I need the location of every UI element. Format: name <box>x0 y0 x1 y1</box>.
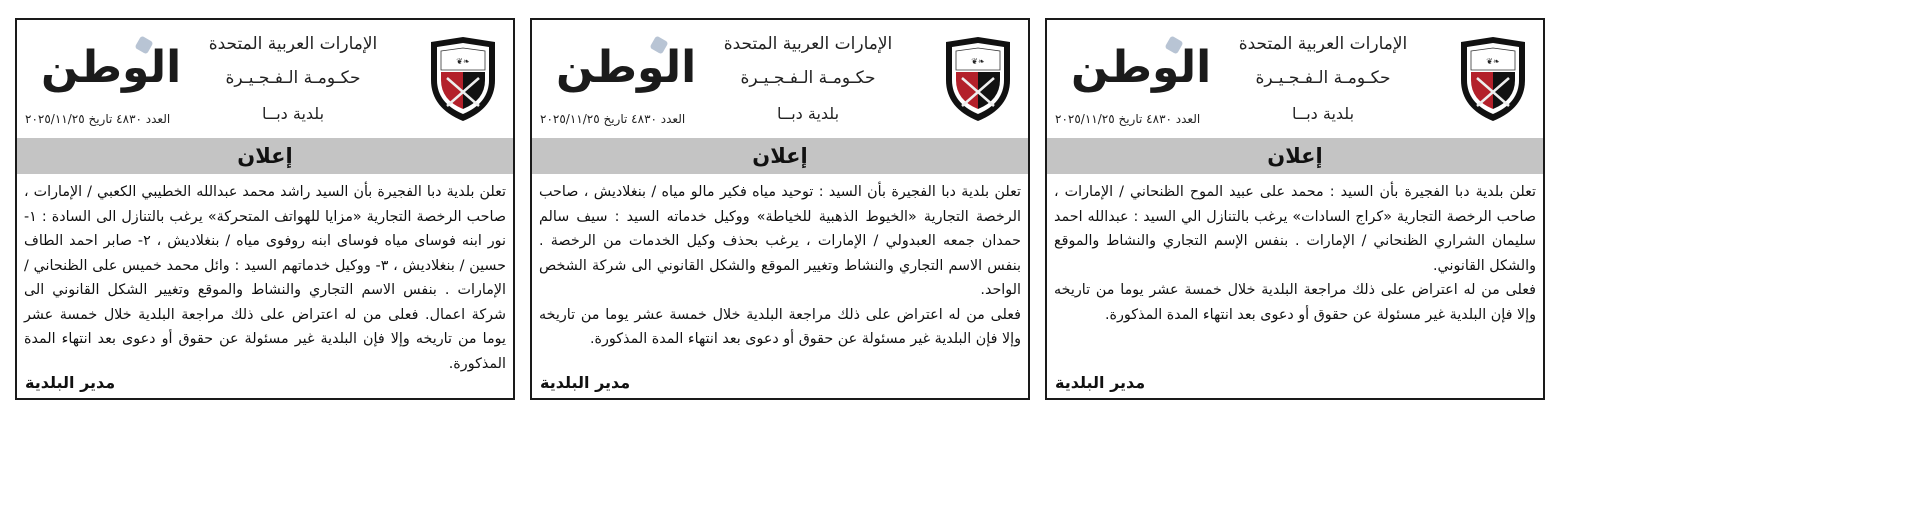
newspaper-logo: الوطن <box>556 42 697 93</box>
municipality-name: بلدية دبــا <box>1291 104 1355 123</box>
municipality-name: بلدية دبــا <box>776 104 840 123</box>
notice-heading: إعلان <box>17 138 513 174</box>
government-name: حكـومـة الـفـجـيـرة <box>225 68 361 88</box>
country-name: الإمارات العربية المتحدة <box>208 34 378 54</box>
issue-date: العدد ٤٨٣٠ تاريخ ٢٠٢٥/١١/٢٥ <box>540 112 686 126</box>
issue-date: العدد ٤٨٣٠ تاريخ ٢٠٢٥/١١/٢٥ <box>1055 112 1201 126</box>
notice-body <box>1054 180 1536 327</box>
fujairah-emblem-icon <box>942 36 1014 122</box>
notice-heading: إعلان <box>1047 138 1543 174</box>
government-name: حكـومـة الـفـجـيـرة <box>1255 68 1391 88</box>
notice-paragraph: تعلن بلدية دبا الفجيرة بأن السيد راشد محمد عبدالله الخطيبي الكعبي / الإمارات ، صاحب الرخصة التجارية «مزايا للهواتف المتحركة» يرغب بالتنازل الى السادة : ١- نور ابنه فوساى مياه فوساى ابنه روفوى مياه / بنغلاديش ، ٢- صابر احمد الطاف حسين / بنغلاديش ، ٣- ووكيل خدماتهم السيد : وائل محمد خميس على الظنحاني / الإمارات . بنفس الاسم التجاري والنشاط والموقع وتغيير الشكل القانوني الى شركة اعمال. فعلى من له اعتراض على ذلك مراجعة البلدية خلال خمسة عشر يوما من تاريخه وإلا فإن البلدية غير مسئولة عن حقوق أو دعوى بعد انتهاء المدة المذكورة. <box>24 184 506 372</box>
notice-paragraph: فعلى من له اعتراض على ذلك مراجعة البلدية خلال خمسة عشر يوما من تاريخه وإلا فإن البلدية غير مسئولة عن حقوق أو دعوى بعد انتهاء المدة المذكورة. <box>539 306 1021 347</box>
country-name: الإمارات العربية المتحدة <box>1238 34 1408 54</box>
country-name: الإمارات العربية المتحدة <box>723 34 893 54</box>
newspaper-logo: الوطن <box>1071 42 1212 93</box>
newspaper-logo: الوطن <box>41 42 182 93</box>
signature: مدير البلدية <box>25 373 119 392</box>
government-name: حكـومـة الـفـجـيـرة <box>740 68 876 88</box>
signature: مدير البلدية <box>540 373 634 392</box>
fujairah-emblem-icon <box>1457 36 1529 122</box>
svg-text:❦❧: ❦❧ <box>1486 57 1500 66</box>
notice-body <box>539 180 1021 352</box>
notice-paragraph: تعلن بلدية دبا الفجيرة بأن السيد : محمد على عبيد الموح الظنحاني / الإمارات ، صاحب الرخصة التجارية «كراج السادات» يرغب بالتنازل الي السيد : عبدالله احمد سليمان الشراري الظنحاني / الإمارات . بنفس الإسم التجاري والنشاط والموقع والشكل القانوني. <box>1054 184 1536 274</box>
notice-paragraph: تعلن بلدية دبا الفجيرة بأن السيد : توحيد مياه فكير مالو مياه / بنغلاديش ، صاحب الرخصة التجارية «الخيوط الذهبية للخياطة» ووكيل خدماته السيد : سيف سالم حمدان جمعه العبدولي / الإمارات ، يرغب بحذف وكيل الخدمات من الرخصة . بنفس الاسم التجاري والنشاط وتغيير الموقع والشكل القانوني الى شركة الشخص الواحد. <box>539 184 1021 298</box>
notice-panel <box>1045 18 1545 400</box>
notice-panel <box>530 18 1030 400</box>
issue-date: العدد ٤٨٣٠ تاريخ ٢٠٢٥/١١/٢٥ <box>25 112 171 126</box>
fujairah-emblem-icon <box>427 36 499 122</box>
svg-text:❦❧: ❦❧ <box>456 57 470 66</box>
municipality-name: بلدية دبــا <box>261 104 325 123</box>
notice-panel <box>15 18 515 400</box>
notice-heading: إعلان <box>532 138 1028 174</box>
notice-paragraph: فعلى من له اعتراض على ذلك مراجعة البلدية خلال خمسة عشر يوما من تاريخه وإلا فإن البلدية غير مسئولة عن حقوق أو دعوى بعد انتهاء المدة المذكورة. <box>1054 282 1536 323</box>
svg-text:❦❧: ❦❧ <box>971 57 985 66</box>
signature: مدير البلدية <box>1055 373 1149 392</box>
notice-body <box>24 180 506 376</box>
